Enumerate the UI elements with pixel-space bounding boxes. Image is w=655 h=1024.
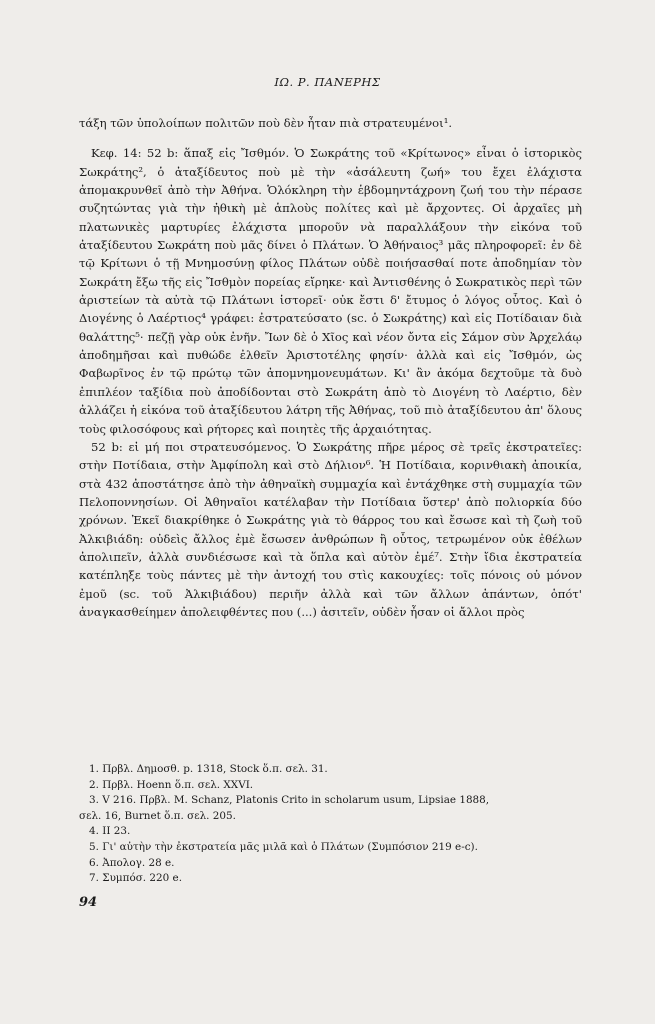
footnotes [79,762,582,887]
footnote: 1. Πρβλ. Δημοσθ. p. 1318, Stock ὅ.π. σελ. 31. [89,763,328,775]
footnote: 2. Πρβλ. Hoenn ὅ.π. σελ. XXVI. [89,778,254,791]
paragraph: 52 b: εἰ μή ποι στρατευσόμενος. Ὁ Σωκράτης πῆρε μέρος σὲ τρεῖς ἐκστρατεῖες: στὴν Ποτίδαια, στὴν Ἀμφίπολη καὶ στὸ Δήλιον⁶. Ἡ Ποτίδαια, κορινθιακὴ ἀποικία, στὰ 432 ἀποστάτησε ἀπὸ τὴν ἀθηναϊκὴ συμμαχία καὶ ἐντάχθηκε στὴ συμμαχία τῶν Πελοποννησίων. Οἱ Ἀθηναῖοι κατέλαβαν τὴν Ποτίδαια ὕστερ' ἀπὸ πολιορκία δύο χρόνων. Ἐκεῖ διακρίθηκε ὁ Σωκράτης γιὰ τὸ θάρρος του καὶ ἔσωσε καὶ τὴ ζωὴ τοῦ Ἀλκιβιάδη: οὐδεὶς ἄλλος ἐμὲ ἔσωσεν ἀνθρώπων ἢ οὗτος, τετρωμένον οὐκ ἐθέλων ἀπολιπεῖν, ἀλλὰ συνδιέσωσε καὶ τὰ ὅπλα καὶ αὐτὸν ἐμέ⁷. Στὴν ἴδια ἐκστρατεία κατέπληξε τοὺς πάντες μὲ τὴν ἀντοχή του στὶς κακουχίες: τοῖς πόνοις οὐ μόνον ἐμοῦ (sc. τοῦ Ἀλκιβιάδου) περιῆν ἀλλὰ καὶ τῶν ἄλλων ἁπάντων, ὁπότ' ἀναγκασθείημεν ἀπολειφθέντες που (...) ἀσιτεῖν, οὐδὲν ἦσαν οἱ ἄλλοι πρὸς [79,439,582,619]
footnote: 3. V 216. Πρβλ. M. Schanz, Platonis Crito in scholarum usum, Lipsiae 1888, [89,794,490,807]
footnote: 6. Ἀπολογ. 28 e. [89,856,175,869]
footnote: 4. ΙΙ 23. [89,825,131,838]
page-number: 94 [79,895,98,910]
running-header: ΙΩ. Ρ. ΠΑΝΕΡΗΣ [274,75,381,89]
footnote: 7. Συμπόσ. 220 e. [89,872,183,885]
footnote-continuation: σελ. 16, Burnet ὅ.π. σελ. 205. [79,809,236,822]
paragraph: Κεφ. 14: 52 b: ἅπαξ εἰς Ἴσθμόν. Ὁ Σωκράτης τοῦ «Κρίτωνος» εἶναι ὁ ἱστορικὸς Σωκράτης², ὁ ἀταξίδευτος ποὺ μὲ τὴν «ἀσάλευτη ζωή» του ἔχει ἐλάχιστα ἀπομακρυνθεῖ ἀπὸ τὴν Ἀθήνα. Ὁλόκληρη τὴν ἑβδομηντάχρονη ζωή του τὴν πέρασε συζητώντας γιὰ τὴν ἠθικὴ μὲ ἁπλοὺς πολίτες καὶ μὲ ἄρχοντες. Οἱ ἀρχαῖες μὴ πλατωνικὲς μαρτυρίες ἐλάχιστα μποροῦν νὰ παραλλάξουν τὴν εἰκόνα τοῦ ἀταξίδευτου Σωκράτη ποὺ μᾶς δίνει ὁ Πλάτων. Ὁ Ἀθήναιος³ μᾶς πληροφορεῖ: ἐν δὲ τῷ Κρίτωνι ὁ τῇ Μνημοσύνῃ φίλος Πλάτων οὐδὲ ποιήσασθαί ποτε ἀποδημίαν τὸν Σωκράτη ἔξω τῆς εἰς Ἴσθμὸν πορείας εἴρηκε· καὶ Ἀντισθένης ὁ Σωκρατικὸς περὶ τῶν ἀριστείων τὰ αὐτὰ τῷ Πλάτωνι ἱστορεῖ· οὐκ ἔστι δ' ἔτυμος ὁ λόγος οὗτος. Καὶ ὁ Διογένης ὁ Λαέρτιος⁴ γράφει: ἐστρατεύσατο (sc. ὁ Σωκράτης) καὶ εἰς Ποτίδαιαν διὰ θαλάττης⁵· πεζῇ γὰρ οὐκ ἐνῆν. Ἴων δὲ ὁ Χῖος καὶ νέον ὄντα εἰς Σάμον σὺν Ἀρχελάῳ ἀποδημῆσαι καὶ πυθώδε ἐλθεῖν Ἀριστοτέλης φησίν· ἀλλὰ καὶ εἰς Ἴσθμόν, ὡς Φαβωρῖνος ἐν τῷ πρώτῳ τῶν ἀπομνημονευμάτων. Κι' ἂν ἀκόμα δεχτοῦμε τὰ δυὸ ἐπιπλέον ταξίδια ποὺ ἀποδίδονται στὸ Σωκράτη ἀπὸ τὸ Διογένη τὸ Λαέρτιο, δὲν ἀλλάζει ἡ εἰκόνα τοῦ ἀταξίδευτου λάτρη τῆς Ἀθήνας, τοῦ πιὸ ἀταξίδευτου ἀπ' ὅλους τοὺς φιλοσόφους καὶ ρήτορες καὶ ποιητὲς τῆς ἀρχαιότητας. [79,146,582,436]
main-text [79,114,582,621]
paragraph: τάξη τῶν ὑπολοίπων πολιτῶν ποὺ δὲν ἦταν πιὰ στρατευμένοι¹. [79,116,453,130]
footnote: 5. Γι' αὐτὴν τὴν ἐκστρατεία μᾶς μιλᾶ καὶ ὁ Πλάτων (Συμπόσιον 219 e-c). [89,840,478,853]
